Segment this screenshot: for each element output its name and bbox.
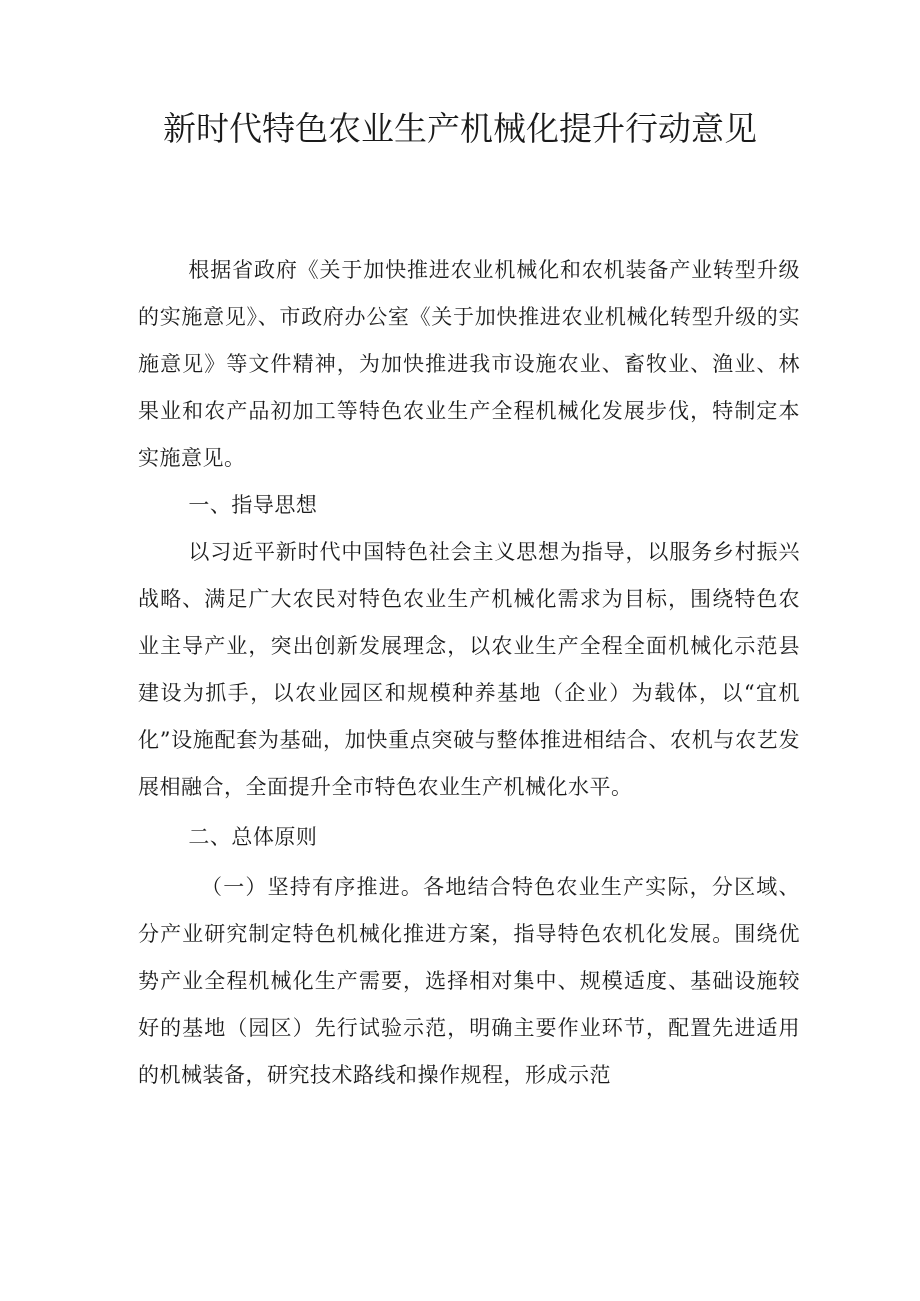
document-body [138, 247, 800, 1099]
guiding-ideology-paragraph: 以习近平新时代中国特色社会主义思想为指导，以服务乡村振兴战略、满足广大农民对特色农业生产机械化需求为目标，围绕特色农业主导产业，突出创新发展理念，以农业生产全程全面机械化示范县建设为抓手，以农业园区和规模种养基地（企业）为载体，以“宜机化”设施配套为基础，加快重点突破与整体推进相结合、农机与农艺发展相融合，全面提升全市特色农业生产机械化水平。 [138, 540, 800, 799]
intro-paragraph: 根据省政府《关于加快推进农业机械化和农机装备产业转型升级的实施意见》、市政府办公室《关于加快推进农业机械化转型升级的实施意见》等文件精神，为加快推进我市设施农业、畜牧业、渔业、林果业和农产品初加工等特色农业生产全程机械化发展步伐，特制定本实施意见。 [138, 258, 800, 470]
section-heading-guiding-ideology: 一、指导思想 [188, 493, 318, 517]
principle-item-1-paragraph: （一）坚持有序推进。各地结合特色农业生产实际，分区域、分产业研究制定特色机械化推进方案，指导特色农机化发展。围绕优势产业全程机械化生产需要，选择相对集中、规模适度、基础设施较好的基地（园区）先行试验示范，明确主要作业环节，配置先进适用的机械装备，研究技术路线和操作规程，形成示范 [138, 875, 800, 1087]
document-title: 新时代特色农业生产机械化提升行动意见 [163, 109, 757, 148]
section-heading-general-principles: 二、总体原则 [188, 825, 318, 849]
